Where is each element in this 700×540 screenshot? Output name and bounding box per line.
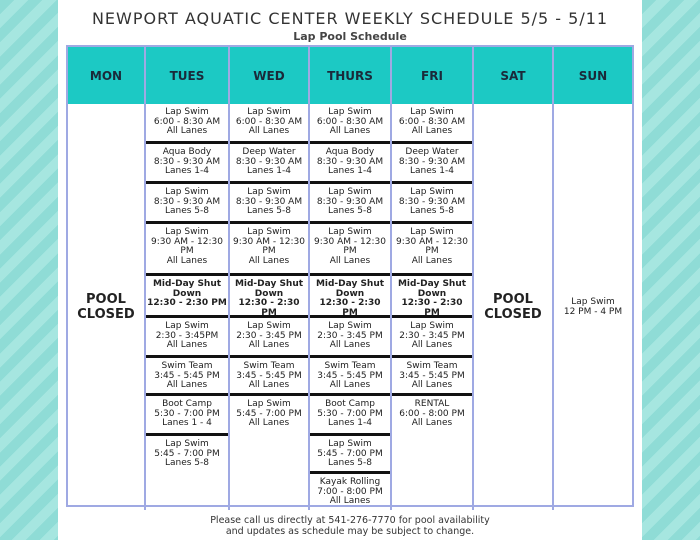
session-detail: 5:45 - 7:00 PM bbox=[317, 448, 383, 459]
session-detail: Lanes 5-8 bbox=[327, 206, 373, 216]
fri-session bbox=[392, 318, 472, 358]
session-detail: All Lanes bbox=[411, 418, 453, 428]
sat-closed-label: POOL CLOSED bbox=[484, 292, 542, 322]
session-detail: 12:30 - 2:30 PM bbox=[319, 298, 381, 318]
session-title: Lap Swim bbox=[165, 439, 209, 449]
session-title: Lap Swim bbox=[247, 227, 291, 237]
session-detail: All Lanes bbox=[166, 255, 208, 266]
session-detail: All Lanes bbox=[329, 126, 371, 136]
session-detail: Lanes 5-8 bbox=[409, 206, 455, 216]
page-subtitle: Lap Pool Schedule bbox=[293, 30, 407, 43]
session-title: Lap Swim bbox=[165, 321, 209, 331]
footer-note bbox=[58, 515, 642, 537]
session-detail: 8:30 - 9:30 AM bbox=[153, 156, 221, 167]
session-detail: Lanes 1-4 bbox=[327, 166, 373, 176]
session-detail: 12:30 - 2:30 PM bbox=[238, 298, 300, 318]
session-title: Lap Swim bbox=[328, 107, 372, 117]
session-title: Mid-Day Shut Down bbox=[315, 279, 385, 299]
session-title: Lap Swim bbox=[410, 321, 454, 331]
session-detail: Lanes 5-8 bbox=[164, 458, 210, 468]
header-sat: SAT bbox=[474, 47, 554, 104]
session-detail: Lanes 1-4 bbox=[409, 166, 455, 176]
session-title: Lap Swim bbox=[247, 187, 291, 197]
tues-session bbox=[146, 184, 228, 224]
header-mon: MON bbox=[68, 47, 146, 104]
thurs-session bbox=[310, 318, 390, 358]
session-detail: 8:30 - 9:30 AM bbox=[153, 196, 221, 207]
fri-session bbox=[392, 104, 472, 144]
wed-session bbox=[230, 144, 308, 184]
session-detail: Lanes 5-8 bbox=[164, 206, 210, 216]
thurs-session bbox=[310, 474, 390, 510]
sun-session-time: 12 PM - 4 PM bbox=[563, 307, 623, 317]
session-detail: All Lanes bbox=[329, 380, 371, 390]
session-detail: 8:30 - 9:30 AM bbox=[398, 156, 466, 167]
session-detail: All Lanes bbox=[411, 255, 453, 266]
tues-session bbox=[146, 104, 228, 144]
tues-session bbox=[146, 276, 228, 318]
wave-border-left bbox=[0, 0, 58, 540]
session-title: Lap Swim bbox=[410, 187, 454, 197]
wed-session bbox=[230, 396, 308, 436]
sun-session-title: Lap Swim bbox=[571, 297, 615, 307]
session-title: Swim Team bbox=[161, 361, 213, 371]
session-title: Lap Swim bbox=[328, 439, 372, 449]
tues-session bbox=[146, 396, 228, 436]
session-title: Lap Swim bbox=[247, 399, 291, 409]
session-detail: All Lanes bbox=[166, 126, 208, 136]
header-sun: SUN bbox=[578, 68, 608, 83]
fri-session bbox=[392, 224, 472, 276]
session-detail: All Lanes bbox=[329, 496, 371, 506]
session-detail: 8:30 - 9:30 AM bbox=[235, 196, 303, 207]
page-title: NEWPORT AQUATIC CENTER WEEKLY SCHEDULE 5/5 - 5/11 bbox=[91, 9, 609, 28]
fri-session bbox=[392, 184, 472, 224]
wed-session bbox=[230, 104, 308, 144]
session-detail: All Lanes bbox=[166, 380, 208, 390]
session-title: Deep Water bbox=[242, 147, 296, 157]
session-title: Lap Swim bbox=[328, 321, 372, 331]
session-title: Mid-Day Shut Down bbox=[152, 279, 222, 299]
session-title: Lap Swim bbox=[247, 107, 291, 117]
session-detail: All Lanes bbox=[248, 340, 290, 350]
table-header bbox=[68, 47, 632, 104]
session-detail: 8:30 - 9:30 AM bbox=[316, 156, 384, 167]
session-title: Mid-Day Shut Down bbox=[234, 279, 304, 299]
mon-column bbox=[68, 104, 146, 510]
session-detail: Lanes 1-4 bbox=[327, 418, 373, 428]
session-title: Mid-Day Shut Down bbox=[397, 279, 467, 299]
thurs-session bbox=[310, 358, 390, 396]
thurs-session bbox=[310, 436, 390, 474]
tues-session bbox=[146, 318, 228, 358]
session-detail: 3:45 - 5:45 PM bbox=[317, 370, 383, 381]
tues-session bbox=[146, 224, 228, 276]
session-detail: 12:30 - 2:30 PM bbox=[147, 298, 227, 308]
fri-session bbox=[392, 144, 472, 184]
session-detail: All Lanes bbox=[248, 126, 290, 136]
table-body bbox=[68, 104, 632, 510]
session-detail: 8:30 - 9:30 AM bbox=[235, 156, 303, 167]
session-detail: 5:45 - 7:00 PM bbox=[154, 448, 220, 459]
session-title: Lap Swim bbox=[410, 107, 454, 117]
session-detail: All Lanes bbox=[248, 380, 290, 390]
session-detail: 5:30 - 7:00 PM bbox=[154, 408, 220, 419]
fri-session bbox=[392, 276, 472, 318]
session-detail: All Lanes bbox=[166, 340, 208, 350]
schedule-table bbox=[66, 45, 634, 507]
session-detail: All Lanes bbox=[411, 126, 453, 136]
session-detail: 6:00 - 8:30 AM bbox=[235, 116, 303, 127]
session-title: Aqua Body bbox=[162, 147, 212, 157]
session-title: Lap Swim bbox=[328, 187, 372, 197]
thurs-session bbox=[310, 184, 390, 224]
thurs-session bbox=[310, 276, 390, 318]
session-detail: 2:30 - 3:45 PM bbox=[236, 330, 302, 341]
session-detail: All Lanes bbox=[411, 340, 453, 350]
session-detail: 9:30 AM - 12:30 PM bbox=[396, 236, 468, 256]
tues-session bbox=[146, 144, 228, 184]
fri-session bbox=[392, 358, 472, 396]
session-title: Lap Swim bbox=[165, 107, 209, 117]
session-title: Lap Swim bbox=[410, 227, 454, 237]
session-detail: 9:30 AM - 12:30 PM bbox=[151, 236, 223, 256]
wed-session bbox=[230, 276, 308, 318]
session-title: Aqua Body bbox=[325, 147, 375, 157]
header-wed: WED bbox=[230, 47, 310, 104]
tues-session bbox=[146, 436, 228, 474]
session-detail: 8:30 - 9:30 AM bbox=[316, 196, 384, 207]
session-title: Lap Swim bbox=[247, 321, 291, 331]
session-detail: All Lanes bbox=[329, 255, 371, 266]
wed-session bbox=[230, 184, 308, 224]
session-detail: Lanes 5-8 bbox=[327, 458, 373, 468]
session-detail: 2:30 - 3:45 PM bbox=[317, 330, 383, 341]
session-detail: 3:45 - 5:45 PM bbox=[399, 370, 465, 381]
session-detail: 3:45 - 5:45 PM bbox=[154, 370, 220, 381]
wed-column bbox=[230, 104, 310, 510]
thurs-session bbox=[310, 144, 390, 184]
fri-session bbox=[392, 396, 472, 436]
footer-line-1: Please call us directly at 541-276-7770 for pool availability bbox=[210, 515, 490, 526]
session-title: Lap Swim bbox=[165, 227, 209, 237]
sat-column bbox=[474, 104, 554, 510]
session-detail: 8:30 - 9:30 AM bbox=[398, 196, 466, 207]
session-detail: 5:30 - 7:00 PM bbox=[317, 408, 383, 419]
session-detail: All Lanes bbox=[248, 418, 290, 428]
session-detail: Lanes 1 - 4 bbox=[162, 418, 212, 428]
schedule-sheet bbox=[58, 0, 642, 540]
session-detail: 6:00 - 8:30 AM bbox=[398, 116, 466, 127]
fri-column bbox=[392, 104, 474, 510]
thurs-session bbox=[310, 224, 390, 276]
thurs-session bbox=[310, 396, 390, 436]
session-detail: 7:00 - 8:00 PM bbox=[317, 486, 383, 497]
session-title: Kayak Rolling bbox=[319, 477, 381, 487]
session-detail: 5:45 - 7:00 PM bbox=[236, 408, 302, 419]
wed-session bbox=[230, 358, 308, 396]
thurs-session bbox=[310, 104, 390, 144]
footer-line-2: and updates as schedule may be subject to change. bbox=[225, 526, 475, 537]
session-title: Swim Team bbox=[324, 361, 376, 371]
mon-closed-label: POOL CLOSED bbox=[77, 292, 135, 322]
sun-column bbox=[554, 104, 632, 510]
session-title: RENTAL bbox=[414, 399, 450, 409]
session-title: Boot Camp bbox=[162, 399, 212, 409]
header-fri: FRI bbox=[392, 47, 474, 104]
header-thurs: THURS bbox=[310, 47, 392, 104]
tues-column bbox=[146, 104, 230, 510]
session-detail: Lanes 1-4 bbox=[164, 166, 210, 176]
sun-session bbox=[564, 297, 622, 317]
session-detail: 6:00 - 8:30 AM bbox=[316, 116, 384, 127]
session-detail: 9:30 AM - 12:30 PM bbox=[314, 236, 386, 256]
session-title: Swim Team bbox=[406, 361, 458, 371]
session-detail: 2:30 - 3:45PM bbox=[155, 330, 219, 341]
header-tues: TUES bbox=[146, 47, 230, 104]
session-detail: All Lanes bbox=[411, 380, 453, 390]
session-title: Deep Water bbox=[405, 147, 459, 157]
tues-session bbox=[146, 358, 228, 396]
session-title: Boot Camp bbox=[325, 399, 375, 409]
session-detail: 12:30 - 2:30 PM bbox=[401, 298, 463, 318]
session-detail: 6:00 - 8:00 PM bbox=[399, 408, 465, 419]
session-detail: 3:45 - 5:45 PM bbox=[236, 370, 302, 381]
wed-session bbox=[230, 224, 308, 276]
thurs-column bbox=[310, 104, 392, 510]
session-title: Lap Swim bbox=[165, 187, 209, 197]
session-detail: Lanes 1-4 bbox=[246, 166, 292, 176]
session-title: Lap Swim bbox=[328, 227, 372, 237]
session-detail: 9:30 AM - 12:30 PM bbox=[233, 236, 305, 256]
session-detail: 6:00 - 8:30 AM bbox=[153, 116, 221, 127]
session-detail: 2:30 - 3:45 PM bbox=[399, 330, 465, 341]
session-title: Swim Team bbox=[243, 361, 295, 371]
wed-session bbox=[230, 318, 308, 358]
wave-border-right bbox=[642, 0, 700, 540]
session-detail: Lanes 5-8 bbox=[246, 206, 292, 216]
session-detail: All Lanes bbox=[329, 340, 371, 350]
session-detail: All Lanes bbox=[248, 255, 290, 266]
